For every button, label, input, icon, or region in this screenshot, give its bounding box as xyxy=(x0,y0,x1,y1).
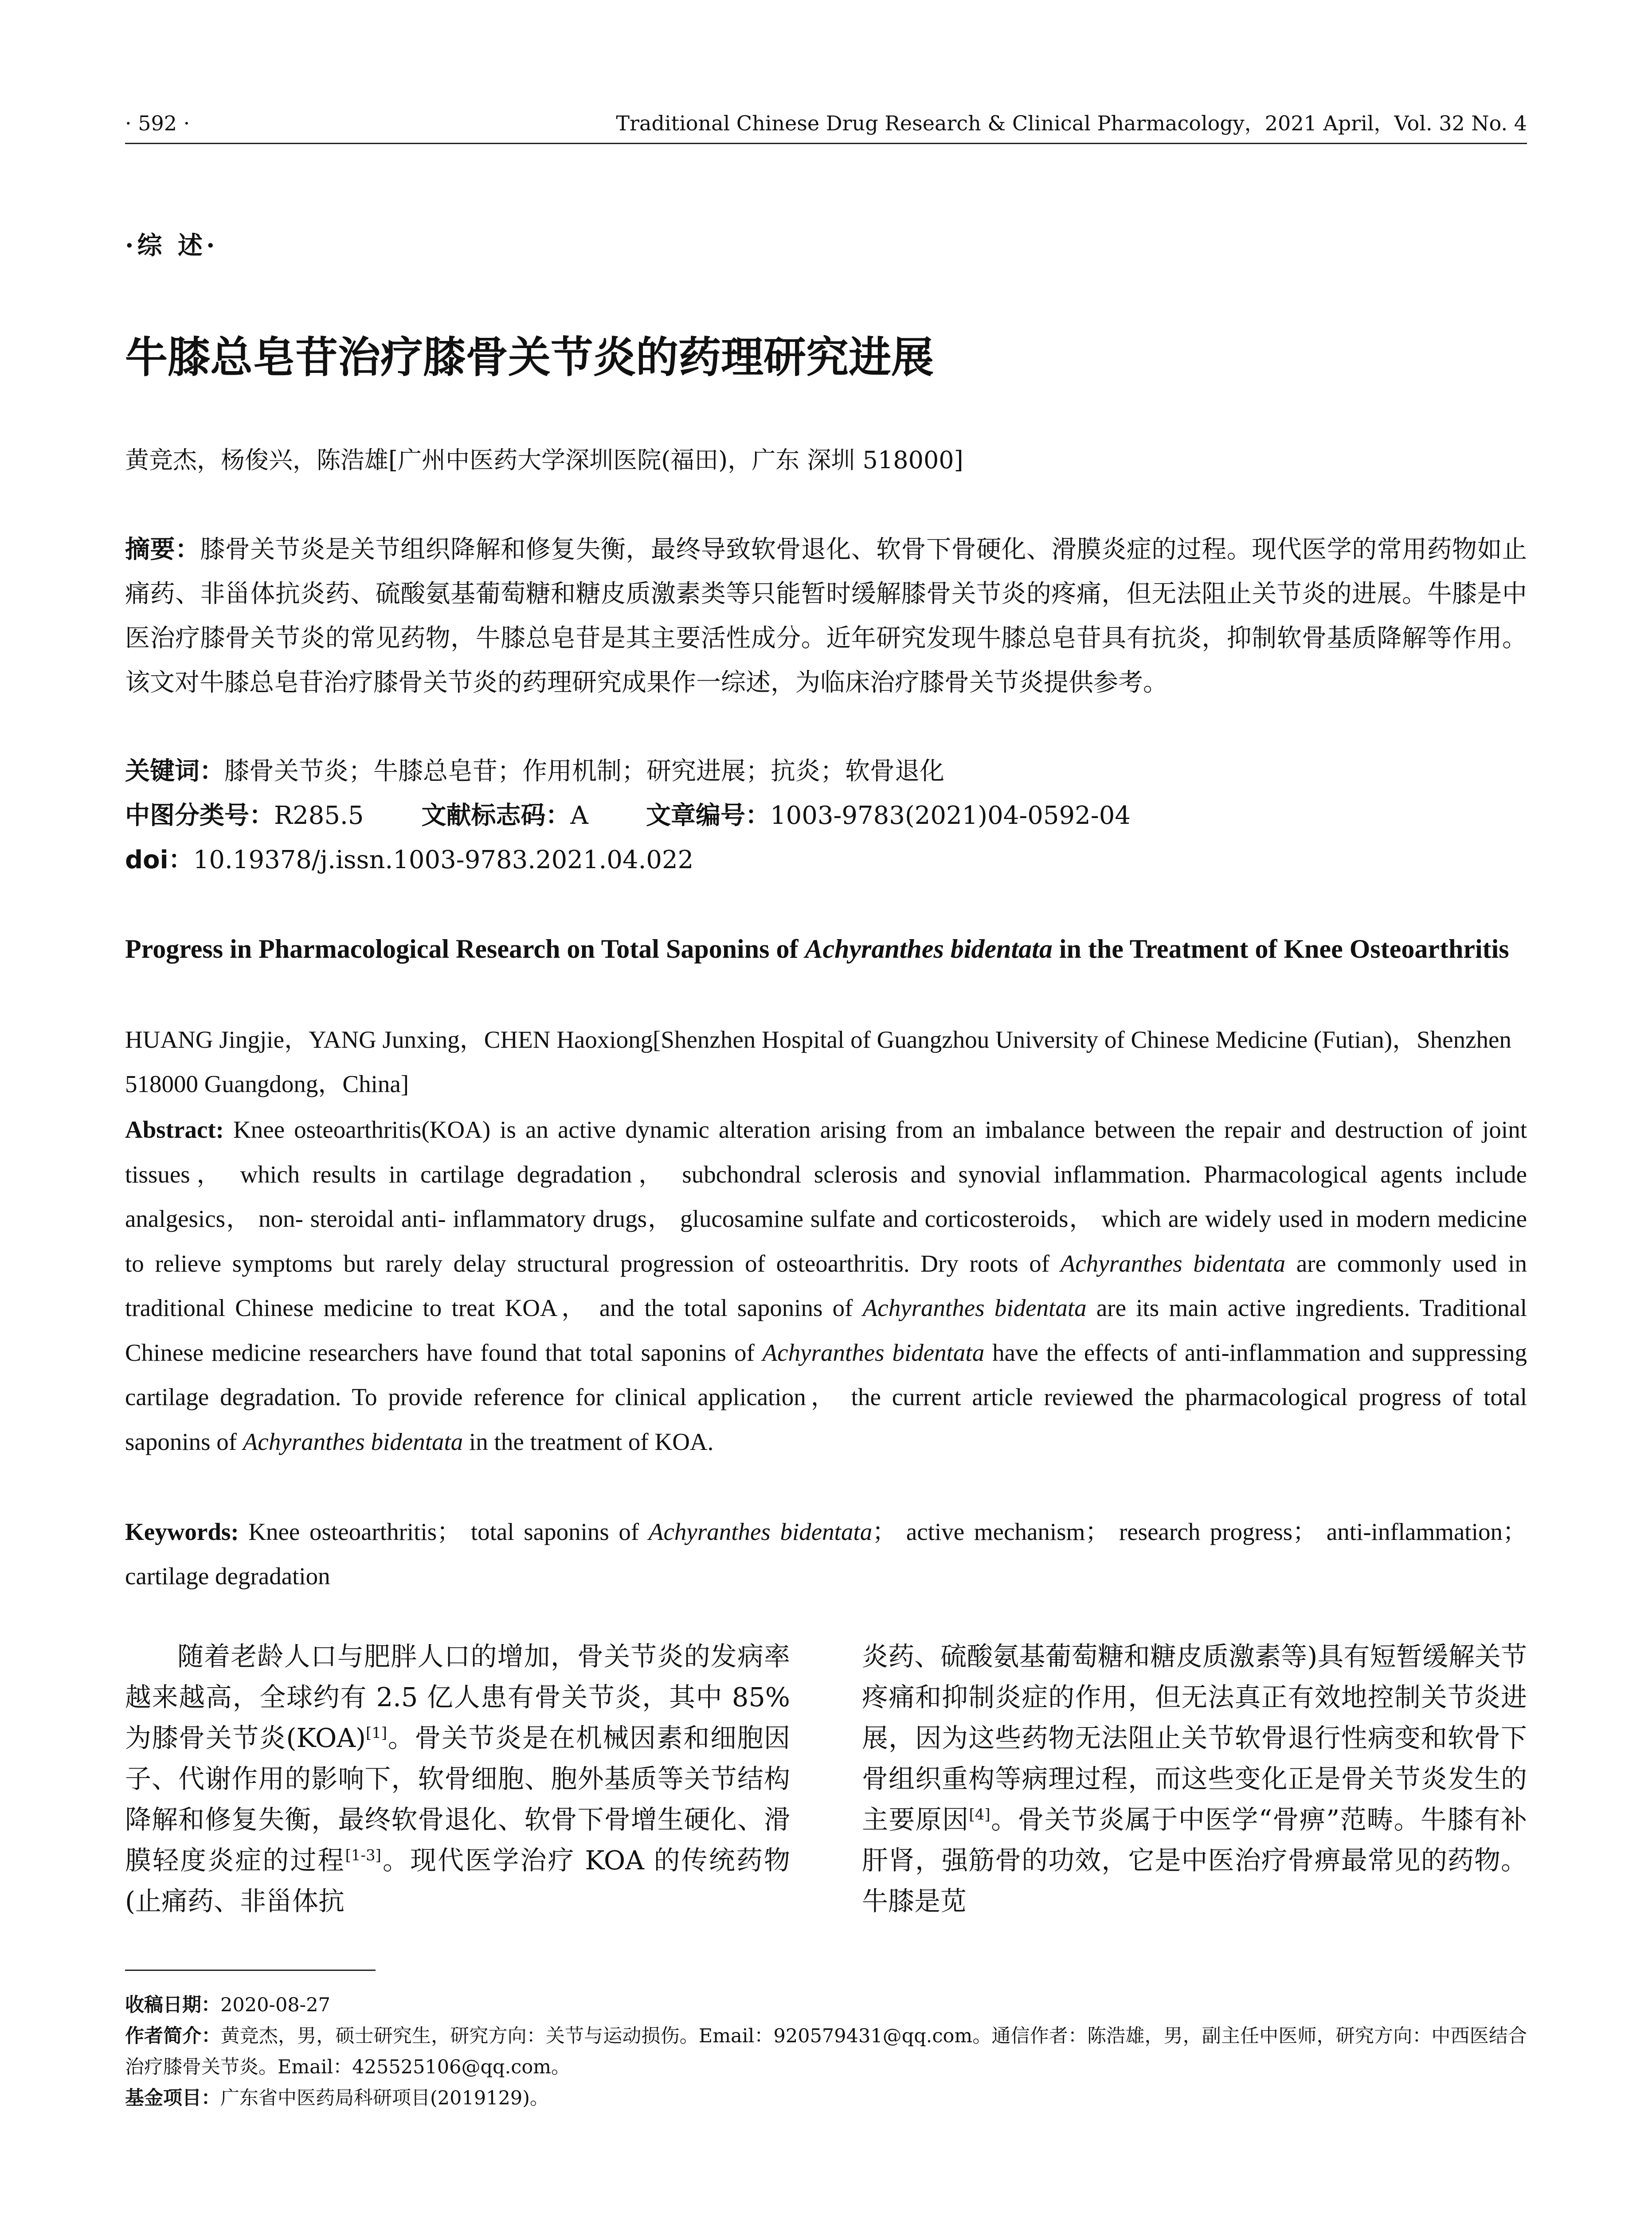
footnote-value: 广东省中医药局科研项目(2019129)。 xyxy=(220,2087,549,2109)
citation-ref: [1-3] xyxy=(345,1846,381,1864)
footnote-label: 收稿日期： xyxy=(125,1994,220,2016)
abstract-en-text: are its main active ingredients. Traditional Chinese medicine researchers have found that total saponins of xyxy=(125,1294,1527,1366)
abstract-en-text: are commonly used in traditional Chinese medicine to treat KOA， and the total saponins of xyxy=(125,1250,1527,1321)
footnote-rule xyxy=(125,1970,376,1971)
article-title-zh: 牛膝总皂苷治疗膝骨关节炎的药理研究进展 xyxy=(125,333,934,382)
species-name: Achyranthes bidentata xyxy=(648,1518,873,1545)
abstract-zh-text: 膝骨关节炎是关节组织降解和修复失衡，最终导致软骨退化、软骨下骨硬化、滑膜炎症的过程。现代医学的常用药物如止痛药、非甾体抗炎药、硫酸氨基葡萄糖和糖皮质激素类等只能暂时缓解膝骨关节炎的疼痛，但无法阻止关节炎的进展。牛膝是中医治疗膝骨关节炎的常见药物，牛膝总皂苷是其主要活性成分。近年研究发现牛膝总皂苷具有抗炎，抑制软骨基质降解等作用。该文对牛膝总皂苷治疗膝骨关节炎的药理研究成果作一综述，为临床治疗膝骨关节炎提供参考。 xyxy=(125,535,1527,697)
doi-label: doi： xyxy=(125,846,193,874)
section-label: ·综 述· xyxy=(125,231,219,260)
clc-label: 中图分类号： xyxy=(125,801,274,830)
species-name: Achyranthes bidentata xyxy=(862,1294,1087,1321)
title-en-species: Achyranthes bidentata xyxy=(805,934,1053,964)
journal-citation: Traditional Chinese Drug Research & Clinical Pharmacology，2021 April，Vol. 32 No. 4 xyxy=(616,111,1527,135)
article-title-en xyxy=(125,927,1527,971)
species-name: Achyranthes bidentata xyxy=(762,1339,985,1366)
keywords-zh xyxy=(125,749,944,794)
body-text: 随着老龄人口与肥胖人口的增加，骨关节炎的发病率越来越高，全球约有 2.5 亿人患有骨关节炎，其中 85%为膝骨关节炎(KOA) xyxy=(125,1641,790,1753)
abstract-en-label: Abstract: xyxy=(125,1116,224,1143)
body-column-right xyxy=(862,1636,1527,1922)
abstract-zh xyxy=(125,528,1527,705)
keywords-zh-text: 膝骨关节炎；牛膝总皂苷；作用机制；研究进展；抗炎；软骨退化 xyxy=(224,757,944,786)
keywords-en-text: Knee osteoarthritis； total saponins of xyxy=(239,1518,649,1545)
doi-line xyxy=(125,838,693,882)
classification-line xyxy=(125,794,1131,838)
doc-code-label: 文献标志码： xyxy=(421,801,571,830)
footnote-value: 2020-08-27 xyxy=(220,1994,330,2016)
body-text: 炎药、硫酸氨基葡萄糖和糖皮质激素等)具有短暂缓解关节疼痛和抑制炎症的作用，但无法真正有效地控制关节炎进展，因为这些药物无法阻止关节软骨退行性病变和软骨下骨组织重构等病理过程，而这些变化正是骨关节炎发生的主要原因 xyxy=(862,1641,1527,1835)
body-text: 。现代医学治疗 KOA 的传统药物(止痛药、非甾体抗 xyxy=(125,1845,790,1916)
abstract-en-text: in the treatment of KOA. xyxy=(463,1428,714,1455)
abstract-en xyxy=(125,1108,1527,1464)
title-en-part: Progress in Pharmacological Research on Total Saponins of xyxy=(125,934,805,964)
article-number-value: 1003-9783(2021)04-0592-04 xyxy=(770,801,1131,830)
species-name: Achyranthes bidentata xyxy=(243,1428,463,1455)
footnote-received xyxy=(125,1990,1527,2021)
keywords-en-label: Keywords: xyxy=(125,1518,239,1545)
authors-en: HUANG Jingjie，YANG Junxing，CHEN Haoxiong[Shenzhen Hospital of Guangzhou University of Chinese Medicine (Futian)，Shenzhen 518000 Guangdong，China] xyxy=(125,1026,1511,1097)
abstract-zh-label: 摘要： xyxy=(125,535,200,564)
title-en-part: in the Treatment of Knee Osteoarthritis xyxy=(1052,934,1509,964)
clc-value: R285.5 xyxy=(274,801,364,830)
footnote-label: 基金项目： xyxy=(125,2087,220,2109)
footnote-label: 作者简介： xyxy=(125,2025,221,2047)
footnote-fund xyxy=(125,2083,1527,2114)
citation-ref: [1] xyxy=(366,1724,388,1742)
keywords-zh-label: 关键词： xyxy=(125,757,224,786)
keywords-en-text: ； active mechanism； research progress； anti-inflammation； cartilage degradation xyxy=(125,1518,1527,1590)
body-text: 。骨关节炎属于中医学“骨痹”范畴。牛膝有补肝肾，强筋骨的功效，它是中医治疗骨痹最常见的药物。牛膝是苋 xyxy=(862,1804,1527,1916)
footnotes xyxy=(125,1990,1527,2114)
footnote-author xyxy=(125,2021,1527,2083)
authors-zh: 黄竞杰，杨俊兴，陈浩雄[广州中医药大学深圳医院(福田)，广东 深圳 518000] xyxy=(125,446,963,474)
footnote-value: 黄竞杰，男，硕士研究生，研究方向：关节与运动损伤。Email：920579431@qq.com。通信作者：陈浩雄，男，副主任中医师，研究方向：中西医结合治疗膝骨关节炎。Email：425525106@qq.com。 xyxy=(125,2025,1527,2078)
header-rule xyxy=(125,143,1527,144)
abstract-en-text: have the effects of anti-inflammation and suppressing cartilage degradation. To provide reference for clinical application， the current article reviewed the pharmacological progress of total saponins of xyxy=(125,1339,1527,1455)
species-name: Achyranthes bidentata xyxy=(1060,1250,1286,1277)
body-text: 。骨关节炎是在机械因素和细胞因子、代谢作用的影响下，软骨细胞、胞外基质等关节结构降解和修复失衡，最终软骨退化、软骨下骨增生硬化、滑膜轻度炎症的过程 xyxy=(125,1723,790,1876)
running-header xyxy=(125,110,1527,137)
citation-ref: [4] xyxy=(969,1806,990,1824)
doc-code-value: A xyxy=(570,801,588,830)
page-number: · 592 · xyxy=(125,111,190,135)
abstract-en-text: Knee osteoarthritis(KOA) is an active dynamic alteration arising from an imbalance between the repair and destruction of joint tissues， which results in cartilage degradation， subchondral sclerosis and synovial inflammation. Pharmacological agents include analgesics， non- steroidal anti- inflammatory drugs， glucosamine sulfate and corticosteroids， which are widely used in modern medicine to relieve symptoms but rarely delay structural progression of osteoarthritis. Dry roots of xyxy=(125,1116,1527,1277)
body-column-left xyxy=(125,1636,790,1922)
keywords-en xyxy=(125,1510,1527,1598)
article-number-label: 文章编号： xyxy=(646,801,770,830)
doi-value: 10.19378/j.issn.1003-9783.2021.04.022 xyxy=(193,846,694,874)
